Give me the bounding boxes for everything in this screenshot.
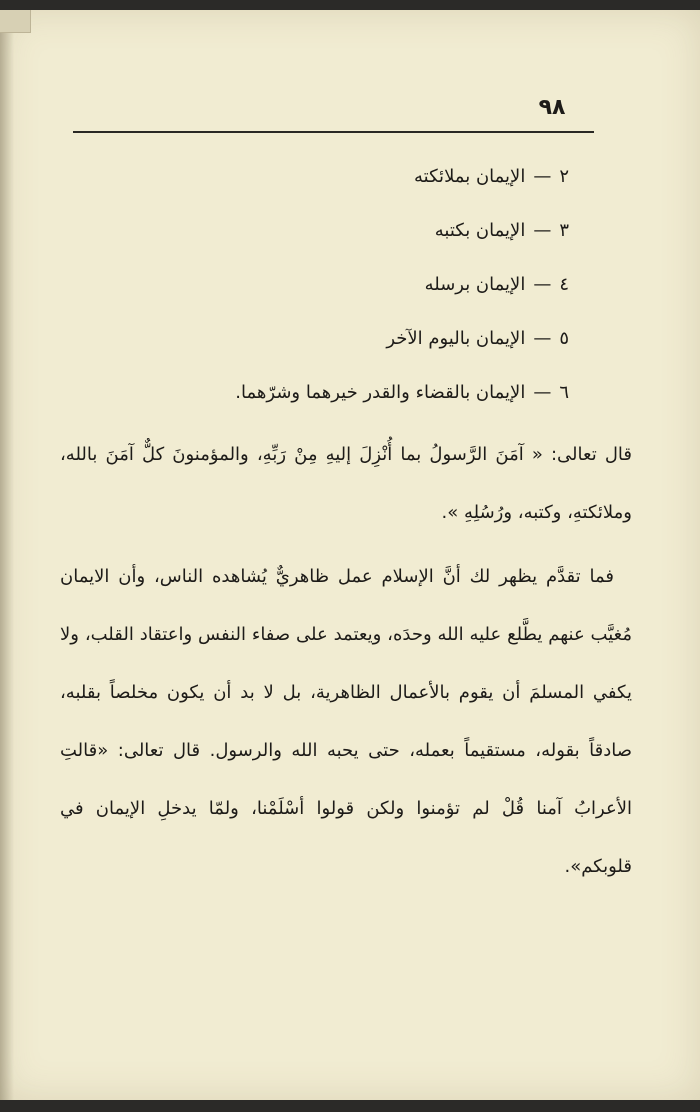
- page-corner: [0, 10, 31, 33]
- list-item-number: ٦: [559, 382, 569, 403]
- quran-quote-paragraph: قال تعالى: « آمَنَ الرَّسولُ بما أُنْزِلَ إليهِ مِنْ رَبِّهِ، والمؤمنونَ كلٌّ آمَنَ بالله، وملائكتهِ، وكتبه، ورُسُلِهِ ».: [60, 444, 632, 523]
- list-item: [60, 150, 632, 204]
- body-paragraph: فما تقدَّم يظهر لك أنَّ الإسلام عمل ظاهريٌّ يُشاهده الناس، وأن الايمان مُغيَّب عنهم يطَّلع عليه الله وحدَه، ويعتمد على صفاء النفس واعتقاد القلب، ولا يكفي المسلمَ أن يقوم بالأعمال الظاهرية، بل لا بد أن يكون مخلصاً بقلبه، صادقاً بقوله، مستقيماً بعمله، حتى يحبه الله والرسول. قال تعالى: «قالتِ الأعرابُ آمنا قُلْ لم تؤمنوا ولكن قولوا أسْلَمْنا، ولمّا يدخلِ الإيمان في قلوبكم».: [60, 566, 632, 877]
- list-item-number: ٣: [559, 220, 569, 241]
- page-gutter-shadow: [0, 10, 14, 1100]
- faith-pillars-list: [60, 150, 632, 420]
- list-item-text: الإيمان بكتبه: [434, 220, 526, 241]
- list-item-number: ٥: [559, 328, 569, 349]
- book-page: [0, 10, 700, 1100]
- list-item-text: الإيمان بالقضاء والقدر خيرهما وشرّهما.: [235, 382, 526, 403]
- list-item: [60, 204, 632, 258]
- list-dash: —: [533, 274, 552, 295]
- list-dash: —: [533, 328, 552, 349]
- list-item-text: الإيمان بملائكته: [414, 166, 526, 187]
- list-item-number: ٤: [559, 274, 569, 295]
- list-item: [60, 366, 632, 420]
- list-item: [60, 258, 632, 312]
- list-item-text: الإيمان برسله: [424, 274, 526, 295]
- list-item-text: الإيمان باليوم الآخر: [386, 328, 526, 349]
- list-item-number: ٢: [559, 166, 569, 187]
- list-item: [60, 312, 632, 366]
- header-rule: [73, 131, 594, 133]
- page-body: [60, 150, 632, 896]
- page-number: ٩٨: [538, 95, 566, 120]
- list-dash: —: [533, 382, 552, 403]
- list-dash: —: [533, 220, 552, 241]
- list-dash: —: [533, 166, 552, 187]
